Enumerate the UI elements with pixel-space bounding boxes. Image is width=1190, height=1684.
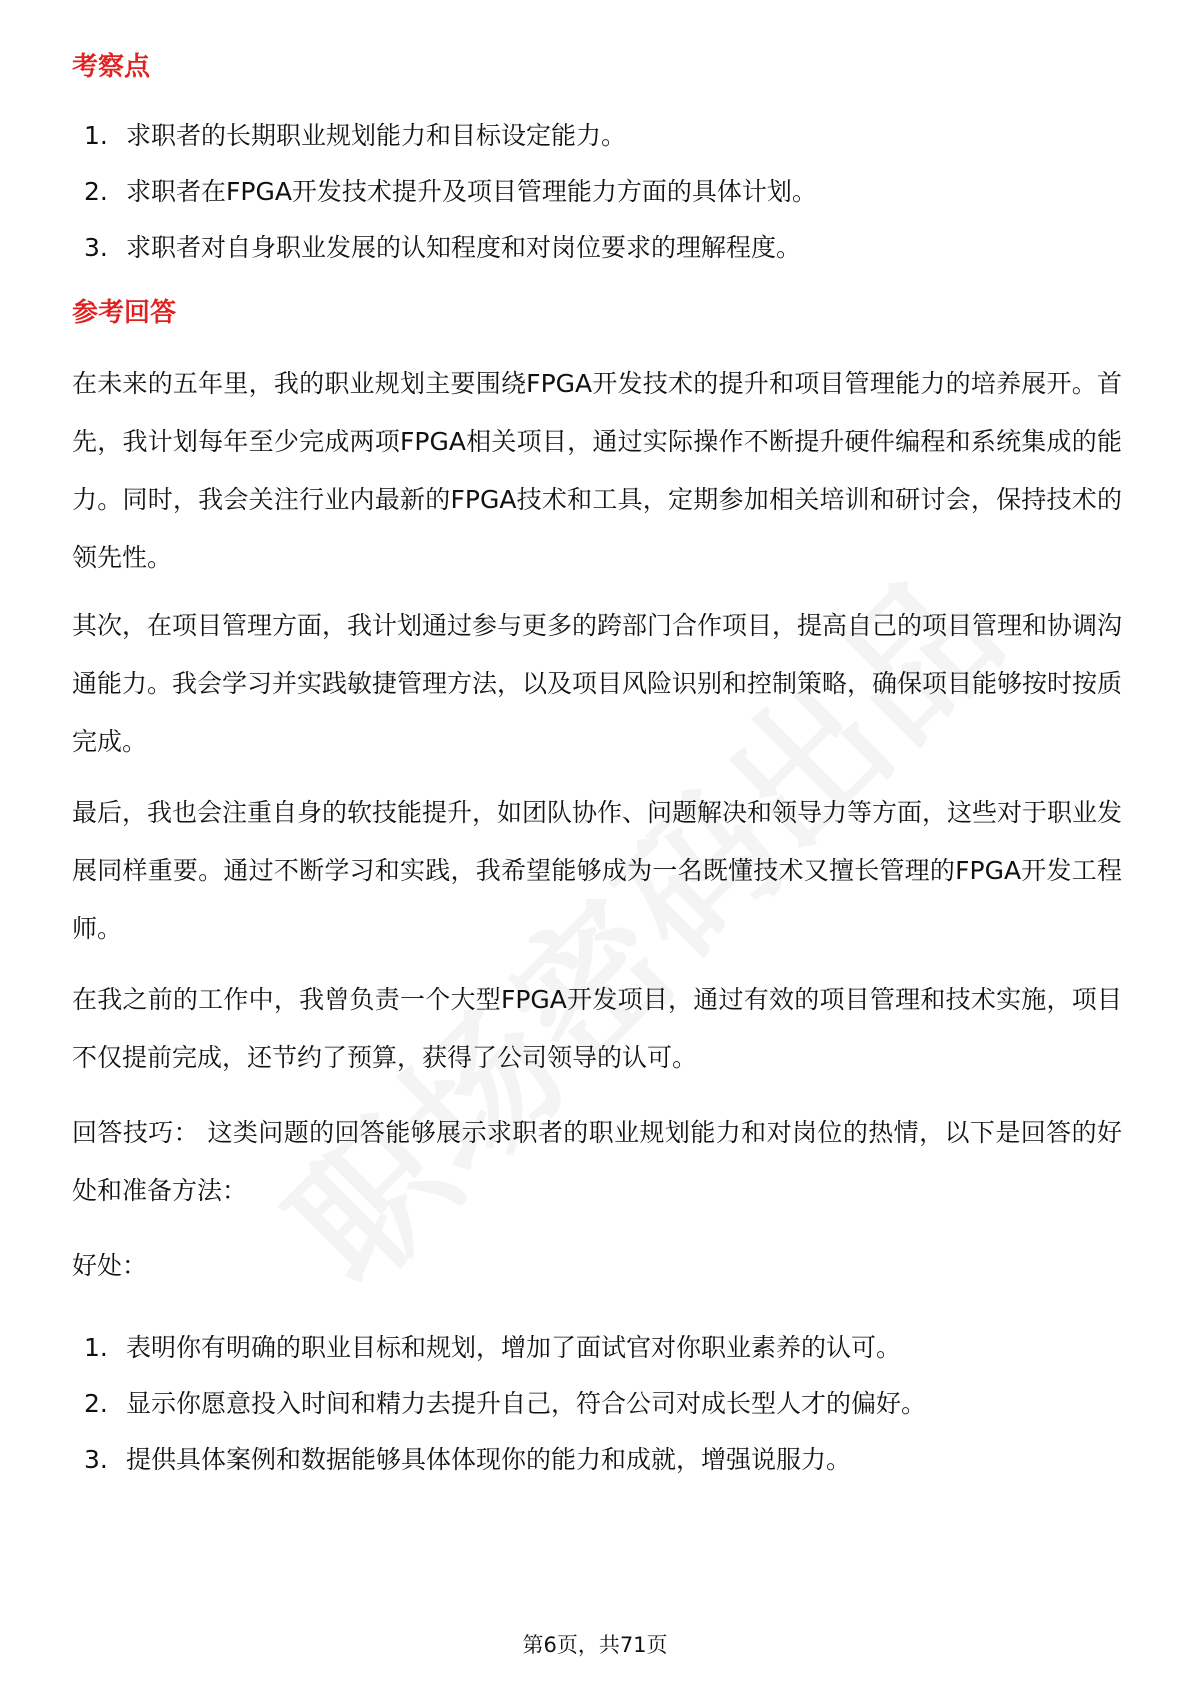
answer-paragraph: 其次，在项目管理方面，我计划通过参与更多的跨部门合作项目，提高自己的项目管理和协调沟通能力。我会学习并实践敏捷管理方法，以及项目风险识别和控制策略，确保项目能够按时按质完成。 <box>72 611 1123 756</box>
list-item: 3. 提供具体案例和数据能够具体体现你的能力和成就，增强说服力。 <box>84 1445 852 1474</box>
benefits-label: 好处： <box>72 1251 148 1280</box>
answer-tips-paragraph: 回答技巧： 这类问题的回答能够展示求职者的职业规划能力和对岗位的热情，以下是回答的好处和准备方法： <box>72 1118 1122 1205</box>
list-item: 2. 求职者在FPGA开发技术提升及项目管理能力方面的具体计划。 <box>84 177 817 206</box>
list-item: 3. 求职者对自身职业发展的认知程度和对岗位要求的理解程度。 <box>84 233 802 262</box>
section-heading-key-points: 考察点 <box>72 52 151 82</box>
benefits-list <box>84 1320 926 1488</box>
answer-paragraph: 在未来的五年里，我的职业规划主要围绕FPGA开发技术的提升和项目管理能力的培养展开。首先，我计划每年至少完成两项FPGA相关项目，通过实际操作不断提升硬件编程和系统集成的能力。同时，我会关注行业内最新的FPGA技术和工具，定期参加相关培训和研讨会，保持技术的领先性。 <box>72 369 1122 572</box>
list-item: 1. 表明你有明确的职业目标和规划，增加了面试官对你职业素养的认可。 <box>84 1333 902 1362</box>
list-item: 2. 显示你愿意投入时间和精力去提升自己，符合公司对成长型人才的偏好。 <box>84 1389 927 1418</box>
key-points-list <box>84 108 817 276</box>
answer-paragraph: 最后，我也会注重自身的软技能提升，如团队协作、问题解决和领导力等方面，这些对于职业发展同样重要。通过不断学习和实践，我希望能够成为一名既懂技术又擅长管理的FPGA开发工程师。 <box>72 798 1123 943</box>
page-number-footer: 第6页，共71页 <box>522 1633 668 1657</box>
list-item: 1. 求职者的长期职业规划能力和目标设定能力。 <box>84 121 627 150</box>
section-heading-reference-answer: 参考回答 <box>72 298 177 328</box>
answer-paragraph: 在我之前的工作中，我曾负责一个大型FPGA开发项目，通过有效的项目管理和技术实施，项目不仅提前完成，还节约了预算，获得了公司领导的认可。 <box>72 985 1122 1072</box>
